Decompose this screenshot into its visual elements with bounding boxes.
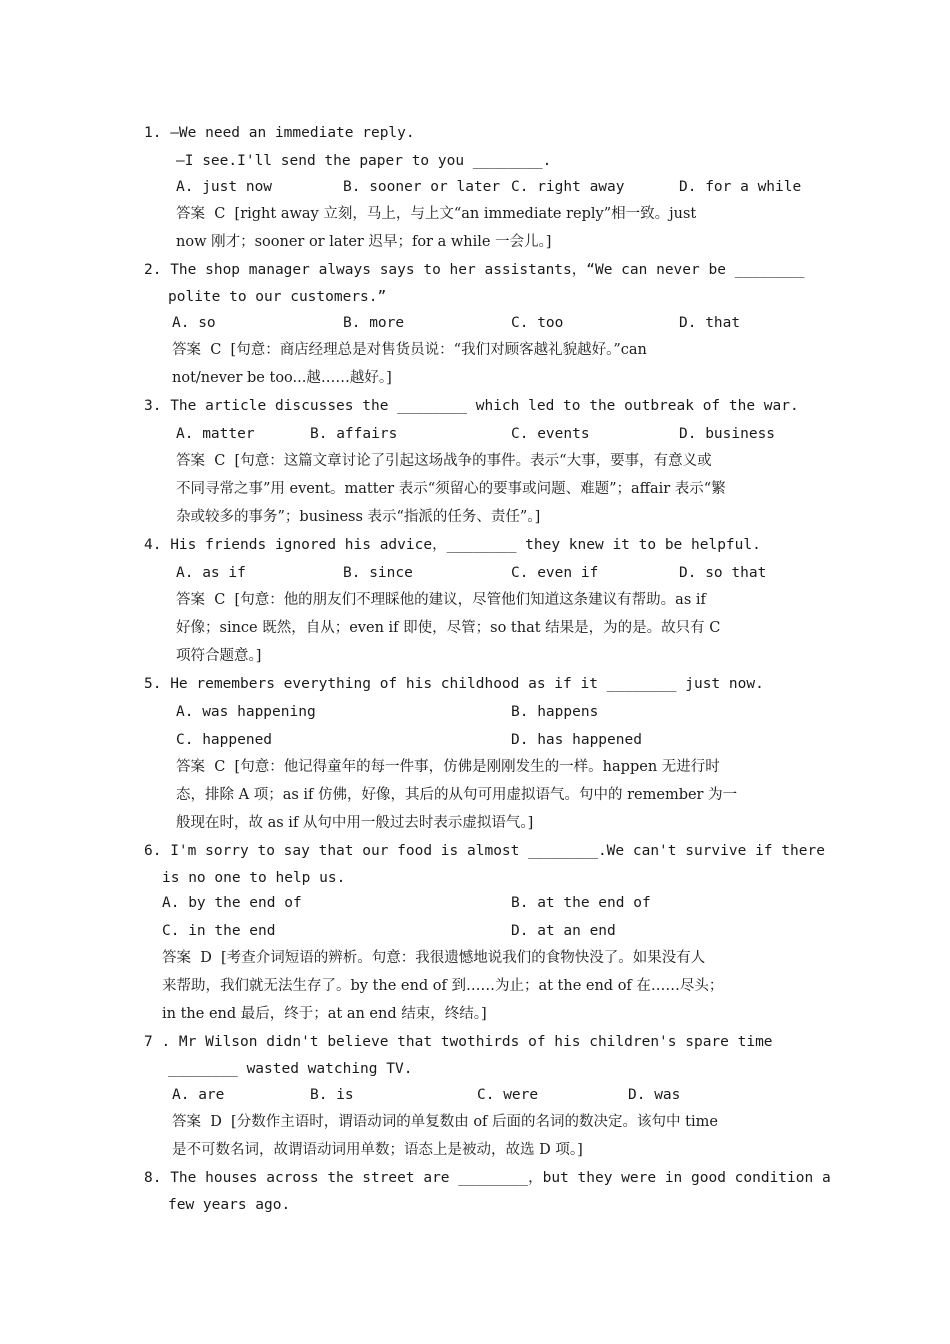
- answer-6-line-3: in the end 最后，终于；at an end 结束，终结。]: [162, 1006, 487, 1022]
- answer-2-line-2: not/never be too...越……越好。]: [172, 370, 392, 386]
- question-7-stem: 7 . Mr Wilson didn't believe that twothirds of his children's spare time: [144, 1034, 773, 1050]
- option-3c: C. events: [511, 426, 590, 442]
- question-6-stem: 6. I'm sorry to say that our food is almost ________.We can't survive if there: [144, 843, 825, 859]
- option-2d: D. that: [679, 315, 741, 331]
- answer-3-line-3: 杂或较多的事务”；business 表示“指派的任务、责任”。]: [176, 509, 541, 525]
- answer-6-line-2: 来帮助，我们就无法生存了。by the end of 到……为止；at the end of 在……尽头；: [162, 978, 724, 994]
- option-5c: C. happened: [176, 732, 273, 748]
- option-5d: D. has happened: [511, 732, 642, 748]
- answer-6-line-1: 答案 D [考查介词短语的辨析。句意：我很遗憾地说我们的食物快没了。如果没有人: [162, 950, 706, 966]
- option-4a: A. as if: [176, 565, 246, 581]
- question-2-stem-cont: polite to our customers.”: [168, 289, 387, 305]
- option-1b: B. sooner or later: [343, 179, 501, 195]
- answer-2-line-1: 答案 C [句意：商店经理总是对售货员说：“我们对顾客越礼貌越好。”can: [172, 342, 647, 358]
- question-1-stem: 1. —We need an immediate reply.: [144, 125, 415, 141]
- question-3-stem: 3. The article discusses the ________ which led to the outbreak of the war.: [144, 398, 799, 414]
- option-7b: B. is: [310, 1087, 354, 1103]
- option-4d: D. so that: [679, 565, 767, 581]
- question-2-stem: 2. The shop manager always says to her assistants，“We can never be ________: [144, 262, 805, 278]
- option-7d: D. was: [628, 1087, 681, 1103]
- option-2a: A. so: [172, 315, 216, 331]
- option-5b: B. happens: [511, 704, 599, 720]
- option-7a: A. are: [172, 1087, 225, 1103]
- option-7c: C. were: [477, 1087, 539, 1103]
- answer-1-line-2: now 刚才；sooner or later 迟早；for a while 一会儿。]: [176, 234, 552, 250]
- question-5-stem: 5. He remembers everything of his childhood as if it ________ just now.: [144, 676, 764, 692]
- question-4-stem: 4. His friends ignored his advice，________ they knew it to be helpful.: [144, 537, 761, 553]
- option-6b: B. at the end of: [511, 895, 651, 911]
- option-1d: D. for a while: [679, 179, 802, 195]
- option-6c: C. in the end: [162, 923, 276, 939]
- option-3b: B. affairs: [310, 426, 398, 442]
- question-8-stem: 8. The houses across the street are ________，but they were in good condition a: [144, 1170, 831, 1186]
- answer-5-line-3: 般现在时，故 as if 从句中用一般过去时表示虚拟语气。]: [176, 815, 534, 831]
- answer-5-line-2: 态，排除 A 项；as if 仿佛，好像，其后的从句可用虚拟语气。句中的 remember 为一: [176, 787, 738, 803]
- option-6d: D. at an end: [511, 923, 616, 939]
- answer-7-line-1: 答案 D [分数作主语时，谓语动词的单复数由 of 后面的名词的数决定。该句中 time: [172, 1114, 718, 1130]
- answer-4-line-3: 项符合题意。]: [176, 648, 262, 664]
- option-6a: A. by the end of: [162, 895, 302, 911]
- answer-3-line-2: 不同寻常之事”用 event。matter 表示“须留心的要事或问题、难题”；affair 表示“繁: [176, 481, 726, 497]
- question-1-reply: —I see.I'll send the paper to you ________.: [176, 153, 552, 169]
- answer-5-line-1: 答案 C [句意：他记得童年的每一件事，仿佛是刚刚发生的一样。happen 无进行时: [176, 759, 720, 775]
- answer-7-line-2: 是不可数名词，故谓语动词用单数；语态上是被动，故选 D 项。]: [172, 1142, 583, 1158]
- question-6-stem-cont: is no one to help us.: [162, 870, 346, 886]
- option-2b: B. more: [343, 315, 405, 331]
- option-1a: A. just now: [176, 179, 273, 195]
- option-2c: C. too: [511, 315, 564, 331]
- answer-4-line-1: 答案 C [句意：他的朋友们不理睬他的建议，尽管他们知道这条建议有帮助。as if: [176, 592, 706, 608]
- option-5a: A. was happening: [176, 704, 316, 720]
- answer-1-line-1: 答案 C [right away 立刻，马上，与上文“an immediate reply”相一致。just: [176, 206, 697, 222]
- answer-4-line-2: 好像；since 既然，自从；even if 即使，尽管；so that 结果是，为的是。故只有 C: [176, 620, 721, 636]
- option-3d: D. business: [679, 426, 776, 442]
- option-3a: A. matter: [176, 426, 255, 442]
- option-1c: C. right away: [511, 179, 625, 195]
- question-8-stem-cont: few years ago.: [168, 1197, 291, 1213]
- option-4b: B. since: [343, 565, 413, 581]
- option-4c: C. even if: [511, 565, 599, 581]
- answer-3-line-1: 答案 C [句意：这篇文章讨论了引起这场战争的事件。表示“大事，要事，有意义或: [176, 453, 712, 469]
- question-7-stem-cont: ________ wasted watching TV.: [168, 1061, 413, 1077]
